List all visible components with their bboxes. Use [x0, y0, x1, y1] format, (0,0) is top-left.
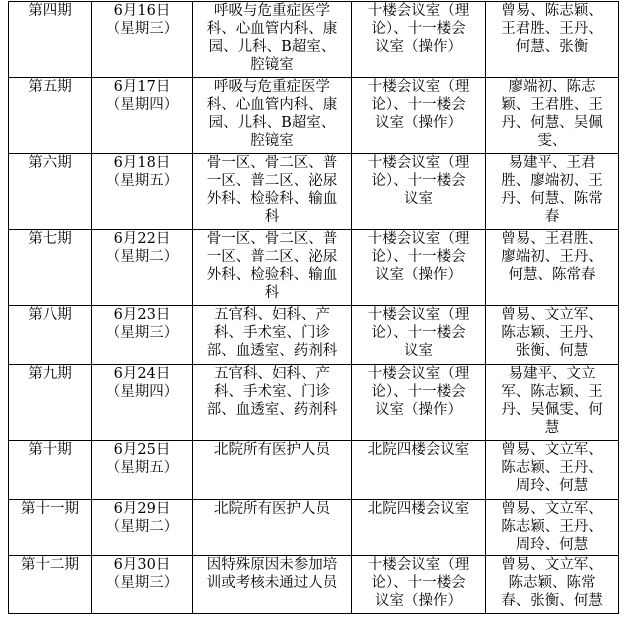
cell-text-line: 十楼会议室（理 [367, 366, 470, 382]
trainer-cell [486, 441, 619, 500]
cell-text-line: 曾易、文立军、 [501, 557, 603, 573]
date-cell [92, 230, 193, 306]
table-row [9, 500, 619, 556]
cell-text-line: 园、儿科、B超室、 [208, 39, 336, 55]
period-cell [9, 441, 92, 500]
cell-text-line: 论）、十一楼会 [371, 97, 466, 113]
cell-text-line: 园、儿科、B超室、 [208, 115, 336, 131]
cell-text-line: 6月16日 [113, 3, 171, 19]
cell-text-line: 北院四楼会议室 [367, 442, 470, 458]
cell-text-line: 第七期 [28, 231, 72, 247]
cell-text-line: 易建平、文立 [508, 366, 596, 382]
cell-text-line: 6月25日 [113, 442, 171, 458]
cell-text-line: 五官科、妇科、产 [214, 366, 330, 382]
venue-cell [352, 441, 486, 500]
table-row [9, 441, 619, 500]
cell-text-line: 颖、王君胜、王 [501, 97, 603, 113]
cell-text-line: 科、手术室、门诊 [214, 325, 330, 341]
cell-text-line: 论）、十一楼会 [371, 249, 466, 265]
cell-text-line: （星期三） [105, 21, 179, 37]
cell-text-line: 陈志颖、王丹、 [501, 325, 603, 341]
date-cell [92, 2, 193, 78]
cell-text-line: 科、心血管内科、康 [206, 21, 338, 37]
trainer-cell [486, 154, 619, 230]
period-cell [9, 2, 92, 78]
venue-cell [352, 154, 486, 230]
cell-text-line: 第十一期 [21, 501, 79, 517]
cell-text-line: 雯、 [537, 133, 567, 149]
department-cell [193, 306, 352, 365]
cell-text-line: 第五期 [28, 79, 72, 95]
period-cell [9, 556, 92, 614]
cell-text-line: 胜、廖端初、王 [501, 173, 603, 189]
cell-text-line: 议室 [404, 343, 433, 359]
cell-text-line: 呼吸与危重症医学 [214, 3, 330, 19]
cell-text-line: 丹、何慧、陈常 [501, 191, 603, 207]
cell-text-line: 十楼会议室（理 [367, 557, 470, 573]
table-row [9, 78, 619, 154]
cell-text-line: 第八期 [28, 307, 72, 323]
cell-text-line: 易建平、王君 [508, 155, 596, 171]
cell-text-line: （星期五） [105, 460, 179, 476]
cell-text-line: 第六期 [28, 155, 72, 171]
venue-cell [352, 556, 486, 614]
cell-text-line: 曾易、文立军、 [501, 442, 603, 458]
cell-text-line: 第十二期 [21, 557, 79, 573]
cell-text-line: 北院所有医护人员 [214, 442, 330, 458]
department-cell [193, 154, 352, 230]
cell-text-line: 论）、十一楼会 [371, 575, 466, 591]
period-cell [9, 78, 92, 154]
cell-text-line: 慧 [544, 420, 560, 436]
cell-text-line: 科 [264, 209, 280, 225]
venue-cell [352, 2, 486, 78]
cell-text-line: 张衡、何慧 [515, 343, 589, 359]
cell-text-line: 北院所有医护人员 [214, 501, 330, 517]
training-schedule-table [8, 1, 619, 614]
cell-text-line: 外科、检验科、输血 [206, 267, 338, 283]
trainer-cell [486, 306, 619, 365]
table-row [9, 365, 619, 441]
cell-text-line: 骨一区、骨二区、普 [206, 231, 338, 247]
cell-text-line: 陈志颖、王丹、 [501, 519, 603, 535]
cell-text-line: 何慧、陈常春 [508, 267, 596, 283]
department-cell [193, 365, 352, 441]
cell-text-line: 曾易、陈志颖、 [501, 3, 603, 19]
period-cell [9, 306, 92, 365]
cell-text-line: 6月24日 [113, 366, 171, 382]
department-cell [193, 2, 352, 78]
department-cell [193, 441, 352, 500]
table-row [9, 154, 619, 230]
cell-text-line: （星期五） [105, 173, 179, 189]
venue-cell [352, 365, 486, 441]
date-cell [92, 500, 193, 556]
date-cell [92, 365, 193, 441]
cell-text-line: 十楼会议室（理 [367, 79, 470, 95]
cell-text-line: 廖端初、王丹、 [501, 249, 603, 265]
cell-text-line: 曾易、王君胜、 [501, 231, 603, 247]
cell-text-line: 陈志颖、王丹、 [501, 460, 603, 476]
cell-text-line: 骨一区、骨二区、普 [206, 155, 338, 171]
cell-text-line: 训或考核未通过人员 [206, 575, 338, 591]
date-cell [92, 78, 193, 154]
cell-text-line: 科、手术室、门诊 [214, 384, 330, 400]
period-cell [9, 230, 92, 306]
cell-text-line: 曾易、文立军、 [501, 307, 603, 323]
cell-text-line: 6月23日 [113, 307, 171, 323]
cell-text-line: 十楼会议室（理 [367, 155, 470, 171]
trainer-cell [486, 230, 619, 306]
cell-text-line: 春、张衡、何慧 [501, 593, 603, 609]
cell-text-line: 议室（操作） [375, 115, 462, 131]
venue-cell [352, 500, 486, 556]
cell-text-line: 军、陈志颖、王 [501, 384, 603, 400]
trainer-cell [486, 2, 619, 78]
cell-text-line: 一区、普二区、泌尿 [206, 249, 338, 265]
cell-text-line: 议室（操作） [375, 402, 462, 418]
cell-text-line: 丹、何慧、吴佩 [501, 115, 603, 131]
trainer-cell [486, 500, 619, 556]
cell-text-line: 议室（操作） [375, 267, 462, 283]
cell-text-line: 论）、十一楼会 [371, 173, 466, 189]
cell-text-line: （星期三） [105, 575, 179, 591]
cell-text-line: 腔镜室 [250, 133, 294, 149]
date-cell [92, 441, 193, 500]
trainer-cell [486, 556, 619, 614]
cell-text-line: 6月29日 [113, 501, 171, 517]
cell-text-line: （星期二） [105, 519, 179, 535]
department-cell [193, 230, 352, 306]
department-cell [193, 500, 352, 556]
cell-text-line: 何慧、张衡 [515, 39, 589, 55]
cell-text-line: 腔镜室 [250, 57, 294, 73]
table-row [9, 556, 619, 614]
department-cell [193, 556, 352, 614]
cell-text-line: 议室（操作） [375, 39, 462, 55]
cell-text-line: 议室（操作） [375, 593, 462, 609]
cell-text-line: 周玲、何慧 [515, 537, 589, 553]
venue-cell [352, 230, 486, 306]
period-cell [9, 154, 92, 230]
cell-text-line: 6月22日 [113, 231, 171, 247]
cell-text-line: 春 [544, 209, 560, 225]
table-row [9, 306, 619, 365]
period-cell [9, 500, 92, 556]
cell-text-line: 论）、十一楼会 [371, 325, 466, 341]
cell-text-line: 第十期 [28, 442, 72, 458]
cell-text-line: 五官科、妇科、产 [214, 307, 330, 323]
date-cell [92, 154, 193, 230]
table-row [9, 230, 619, 306]
table-row [9, 2, 619, 78]
cell-text-line: 第四期 [28, 3, 72, 19]
venue-cell [352, 78, 486, 154]
cell-text-line: 曾易、文立军、 [501, 501, 603, 517]
cell-text-line: 6月17日 [113, 79, 171, 95]
cell-text-line: 十楼会议室（理 [367, 231, 470, 247]
cell-text-line: 北院四楼会议室 [367, 501, 470, 517]
cell-text-line: 因特殊原因未参加培 [206, 557, 338, 573]
trainer-cell [486, 365, 619, 441]
cell-text-line: 周玲、何慧 [515, 478, 589, 494]
cell-text-line: 部、血透室、药剂科 [206, 343, 338, 359]
department-cell [193, 78, 352, 154]
schedule-body [9, 2, 619, 614]
cell-text-line: 十楼会议室（理 [367, 3, 470, 19]
period-cell [9, 365, 92, 441]
cell-text-line: 议室 [404, 191, 433, 207]
trainer-cell [486, 78, 619, 154]
cell-text-line: （星期二） [105, 249, 179, 265]
date-cell [92, 556, 193, 614]
cell-text-line: 科 [264, 285, 280, 301]
cell-text-line: （星期四） [105, 97, 179, 113]
cell-text-line: 科、心血管内科、康 [206, 97, 338, 113]
cell-text-line: 外科、检验科、输血 [206, 191, 338, 207]
cell-text-line: 6月30日 [113, 557, 171, 573]
cell-text-line: 十楼会议室（理 [367, 307, 470, 323]
cell-text-line: 部、血透室、药剂科 [206, 402, 338, 418]
cell-text-line: 丹、吴佩雯、何 [501, 402, 603, 418]
cell-text-line: 王君胜、王丹、 [501, 21, 603, 37]
date-cell [92, 306, 193, 365]
cell-text-line: （星期三） [105, 325, 179, 341]
cell-text-line: 一区、普二区、泌尿 [206, 173, 338, 189]
cell-text-line: 陈志颖、陈常 [508, 575, 596, 591]
cell-text-line: 廖端初、陈志 [508, 79, 596, 95]
cell-text-line: 第九期 [28, 366, 72, 382]
venue-cell [352, 306, 486, 365]
cell-text-line: 论）、十一楼会 [371, 384, 466, 400]
cell-text-line: （星期四） [105, 384, 179, 400]
cell-text-line: 论）、十一楼会 [371, 21, 466, 37]
cell-text-line: 6月18日 [113, 155, 171, 171]
cell-text-line: 呼吸与危重症医学 [214, 79, 330, 95]
